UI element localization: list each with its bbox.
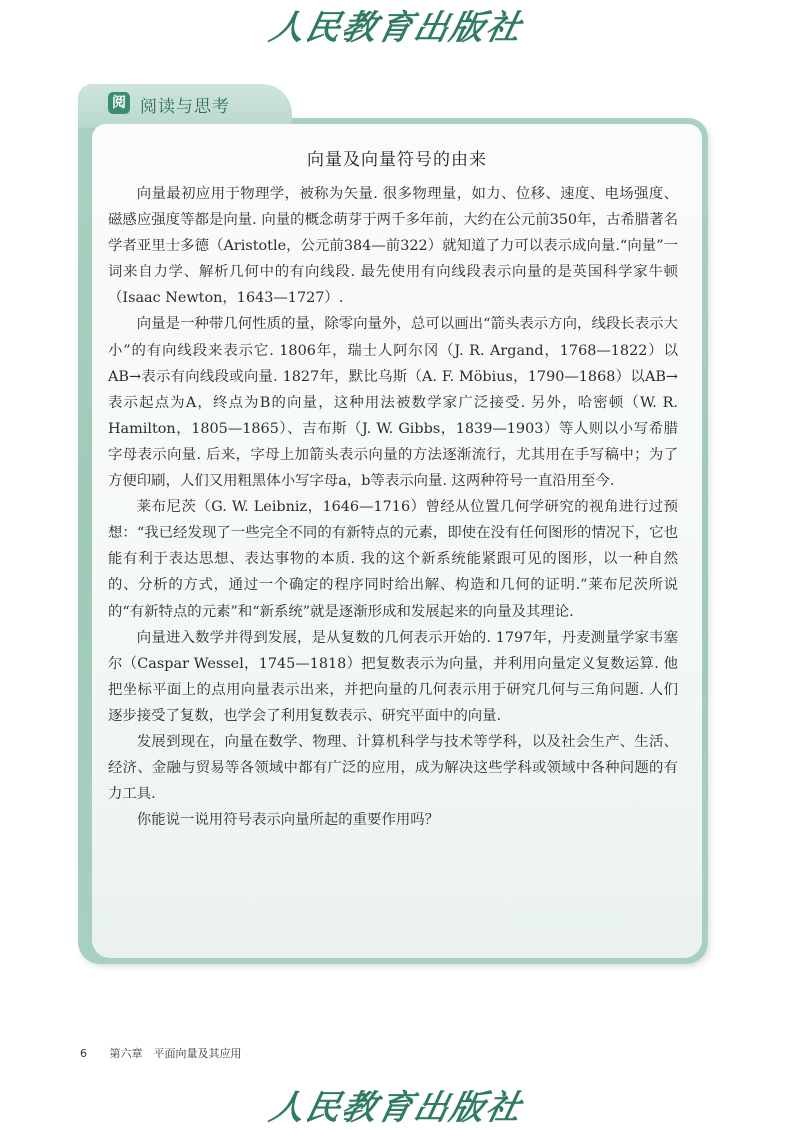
section-tab-label: 阅读与思考 <box>140 97 230 117</box>
paragraph: 发展到现在，向量在数学、物理、计算机科学与技术等学科，以及社会生产、生活、经济、金融与贸易等各领域中都有广泛的应用，成为解决这些学科或领域中各种问题的有力工具. <box>108 733 678 803</box>
paragraph: 莱布尼茨（G. W. Leibniz，1646—1716）曾经从位置几何学研究的视角进行过预想：“我已经发现了一些完全不同的有新特点的元素，即使在没有任何图形的情况下，它也能有利于表达思想、表达事物的本质. 我的这个新系统能紧跟可见的图形，以一种自然的、分析的方式，通过一个确定的程序同时给出解、构造和几何的证明.”莱布尼茨所说的“有新特点的元素”和“新系统”就是逐渐形成和发展起来的向量及其理论. <box>108 499 678 620</box>
paragraph: 向量最初应用于物理学，被称为矢量. 很多物理量，如力、位移、速度、电场强度、磁感应强度等都是向量. 向量的概念萌芽于两千多年前，大约在公元前350年，古希腊著名学者亚里士多德（Aristotle，公元前384—前322）就知道了力可以表示成向量.“向量”一词来自力学、解析几何中的有向线段. 最先使用有向线段表示向量的是英国科学家牛顿（Isaac Newton，1643—1727）. <box>108 186 678 307</box>
chapter-title: 第六章 平面向量及其应用 <box>109 1047 242 1060</box>
paragraph: 你能说一说用符号表示向量所起的重要作用吗？ <box>136 812 440 829</box>
page-footer <box>80 1045 242 1061</box>
page-number: 6 <box>80 1047 87 1060</box>
publisher-logo-top: 人民教育出版社 <box>266 8 527 48</box>
article-body <box>108 181 678 833</box>
paragraph: 向量是一种带几何性质的量，除零向量外，总可以画出“箭头表示方向，线段长表示大小”的有向线段来表示它. 1806年，瑞士人阿尔冈（J. R. Argand，1768—1822）以AB→表示有向线段或向量. 1827年，默比乌斯（A. F. Möbius，1790—1868）以AB→表示起点为A，终点为B的向量，这种用法被数学家广泛接受. 另外，哈密顿（W. R. Hamilton，1805—1865）、吉布斯（J. W. Gibbs，1839—1903）等人则以小写希腊字母表示向量. 后来，字母上加箭头表示向量的方法逐渐流行，尤其用在手写稿中；为了方便印刷，人们又用粗黑体小写字母a，b等表示向量. 这两种符号一直沿用至今. <box>108 316 678 490</box>
publisher-logo-bottom: 人民教育出版社 <box>266 1088 527 1128</box>
paragraph: 向量进入数学并得到发展，是从复数的几何表示开始的. 1797年，丹麦测量学家韦塞尔（Caspar Wessel，1745—1818）把复数表示为向量，并利用向量定义复数运算. 他把坐标平面上的点用向量表示出来，并把向量的几何表示用于研究几何与三角问题. 人们逐步接受了复数，也学会了利用复数表示、研究平面中的向量. <box>108 629 678 724</box>
article-title: 向量及向量符号的由来 <box>307 150 487 170</box>
reading-icon: 阅 <box>108 92 130 114</box>
